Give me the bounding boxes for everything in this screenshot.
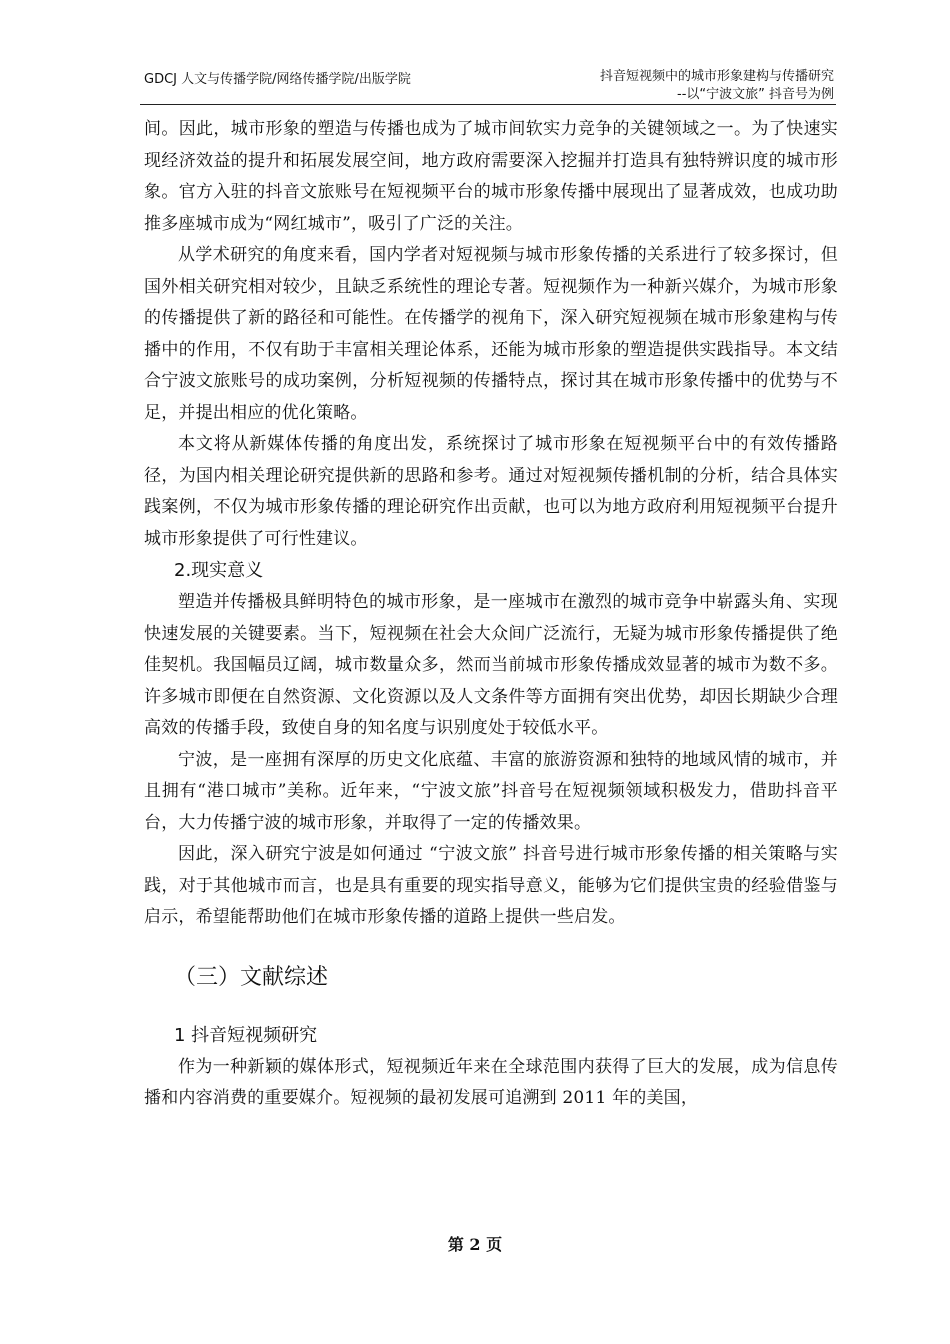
paragraph: 因此，深入研究宁波是如何通过 “宁波文旅” 抖音号进行城市形象传播的相关策略与实践，对于其他城市而言，也是具有重要的现实指导意义，能够为它们提供宝贵的经验借鉴与启示，希望能帮助他们在城市形象传播的道路上提供一些启发。: [144, 844, 838, 927]
header-title-line2: --以“宁波文旅” 抖音号为例: [677, 87, 834, 102]
subheading-douyin-research: 1 抖音短视频研究: [174, 1024, 318, 1046]
paragraph: 作为一种新颖的媒体形式，短视频近年来在全球范围内获得了巨大的发展，成为信息传播和内容消费的重要媒介。短视频的最初发展可追溯到 2011 年的美国，: [144, 1056, 838, 1108]
paragraph: 宁波，是一座拥有深厚的历史文化底蕴、丰富的旅游资源和独特的地域风情的城市，并且拥有“港口城市”美称。近年来，“宁波文旅”抖音号在短视频领域积极发力，借助抖音平台，大力传播宁波的城市形象，并取得了一定的传播效果。: [144, 749, 838, 833]
document-body: [144, 114, 838, 1115]
paragraph: 间。因此，城市形象的塑造与传播也成为了城市间软实力竞争的关键领域之一。为了快速实现经济效益的提升和拓展发展空间，地方政府需要深入挖掘并打造具有独特辨识度的城市形象。官方入驻的抖音文旅账号在短视频平台的城市形象传播中展现出了显著成效，也成功助推多座城市成为“网红城市”，吸引了广泛的关注。: [144, 119, 838, 234]
subheading-practical-significance: 2.现实意义: [174, 560, 264, 581]
paragraph: 本文将从新媒体传播的角度出发，系统探讨了城市形象在短视频平台中的有效传播路径，为国内相关理论研究提供新的思路和参考。通过对短视频传播机制的分析，结合具体实践案例，不仅为城市形象传播的理论研究作出贡献，也可以为地方政府利用短视频平台提升城市形象提供了可行性建议。: [144, 434, 838, 549]
page-number: 第 2 页: [447, 1235, 503, 1254]
header-left-text: GDCJ 人文与传播学院/网络传播学院/出版学院: [144, 72, 411, 87]
paragraph: 塑造并传播极具鲜明特色的城市形象，是一座城市在激烈的城市竞争中崭露头角、实现快速发展的关键要素。当下，短视频在社会大众间广泛流行，无疑为城市形象传播提供了绝佳契机。我国幅员辽阔，城市数量众多，然而当前城市形象传播成效显著的城市为数不多。许多城市即便在自然资源、文化资源以及人文条件等方面拥有突出优势，却因长期缺少合理高效的传播手段，致使自身的知名度与识别度处于较低水平。: [144, 592, 838, 738]
paragraph: 从学术研究的角度来看，国内学者对短视频与城市形象传播的关系进行了较多探讨，但国外相关研究相对较少，且缺乏系统性的理论专著。短视频作为一种新兴媒介，为城市形象的传播提供了新的路径和可能性。在传播学的视角下，深入研究短视频在城市形象建构与传播中的作用，不仅有助于丰富相关理论体系，还能为城市形象的塑造提供实践指导。本文结合宁波文旅账号的成功案例，分析短视频的传播特点，探讨其在城市形象传播中的优势与不足，并提出相应的优化策略。: [144, 245, 838, 423]
header-title-line1: 抖音短视频中的城市形象建构与传播研究: [599, 69, 834, 84]
header-right-title: [600, 68, 834, 104]
section-heading-literature-review: （三）文献综述: [174, 964, 329, 990]
header-divider: [140, 104, 836, 105]
